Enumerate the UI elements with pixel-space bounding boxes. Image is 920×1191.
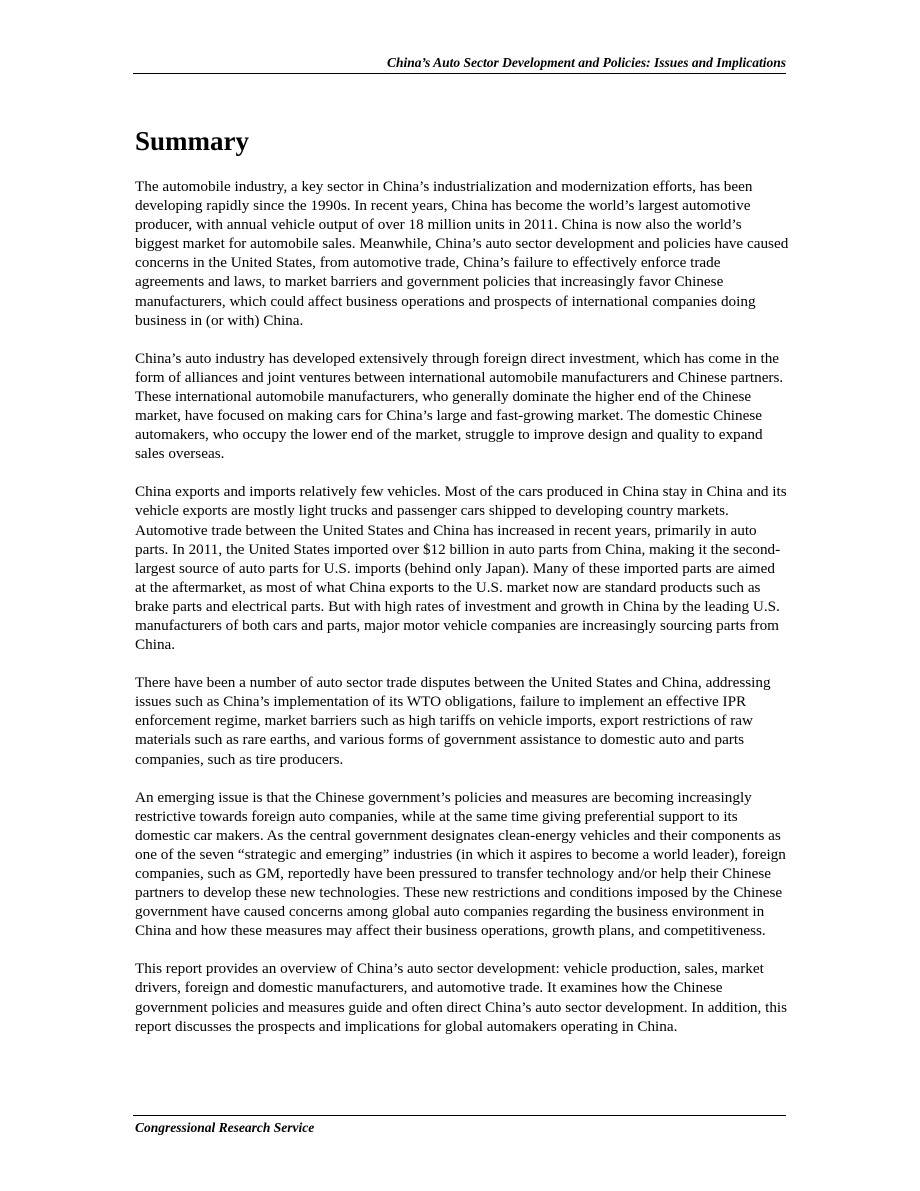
summary-paragraph: There have been a number of auto sector trade disputes between the United States and China, addressing issues such as China’s implementation of its WTO obligations, failure to implement an effective IPR enforcement regime, market barriers such as high tariffs on vehicle imports, export restrictions of raw materials such as rare earths, and various forms of government assistance to domestic auto and parts companies, such as tire producers. [135, 674, 771, 768]
header-divider [133, 73, 786, 74]
summary-body [135, 177, 789, 1055]
summary-paragraph: China exports and imports relatively few vehicles. Most of the cars produced in China stay in China and its vehicle exports are mostly light trucks and passenger cars shipped to developing country markets. Automotive trade between the United States and China has increased in recent years, primarily in auto parts. In 2011, the United States imported over $12 billion in auto parts from China, making it the second-largest source of auto parts for U.S. imports (behind only Japan). Many of these imported parts are aimed at the aftermarket, as most of what China exports to the U.S. market now are standard products such as brake parts and electrical parts. But with high rates of investment and growth in China by the leading U.S. manufacturers of both cars and parts, major motor vehicle companies are increasingly sourcing parts from China. [135, 483, 787, 654]
summary-paragraph: China’s auto industry has developed extensively through foreign direct investment, which has come in the form of alliances and joint ventures between international automobile manufacturers and Chinese partners. These international automobile manufacturers, who generally dominate the higher end of the Chinese market, have focused on making cars for China’s large and fast-growing market. The domestic Chinese automakers, who occupy the lower end of the market, struggle to improve design and quality to expand sales overseas. [135, 349, 784, 463]
summary-paragraph: This report provides an overview of China’s auto sector development: vehicle production, sales, market drivers, foreign and domestic manufacturers, and automotive trade. It examines how the Chinese government policies and measures guide and often direct China’s auto sector development. In addition, this report discusses the prospects and implications for global automakers operating in China. [135, 960, 788, 1035]
page-title: Summary [135, 126, 249, 156]
summary-paragraph: An emerging issue is that the Chinese government’s policies and measures are becoming increasingly restrictive towards foreign auto companies, while at the same time giving preferential support to its domestic car makers. As the central government designates clean-energy vehicles and their components as one of the seven “strategic and emerging” industries (in which it aspires to become a world leader), foreign companies, such as GM, reportedly have been pressured to transfer technology and/or help their Chinese partners to develop these new technologies. These new restrictions and conditions imposed by the Chinese government have caused concerns among global auto companies regarding the business environment in China and how these measures may affect their business operations, growth plans, and competitiveness. [135, 788, 786, 940]
footer-divider [133, 1115, 786, 1116]
running-footer: Congressional Research Service [135, 1120, 315, 1135]
running-header: China’s Auto Sector Development and Policies: Issues and Implications [386, 55, 786, 70]
summary-paragraph: The automobile industry, a key sector in China’s industrialization and modernization efforts, has been developing rapidly since the 1990s. In recent years, China has become the world’s largest automotive producer, with annual vehicle output of over 18 million units in 2011. China is now also the world’s biggest market for automobile sales. Meanwhile, China’s auto sector development and policies have caused concerns in the United States, from automotive trade, China’s failure to effectively enforce trade agreements and laws, to market barriers and government policies that increasingly favor Chinese manufacturers, which could affect business operations and prospects of international companies doing business in (or with) China. [135, 178, 789, 329]
